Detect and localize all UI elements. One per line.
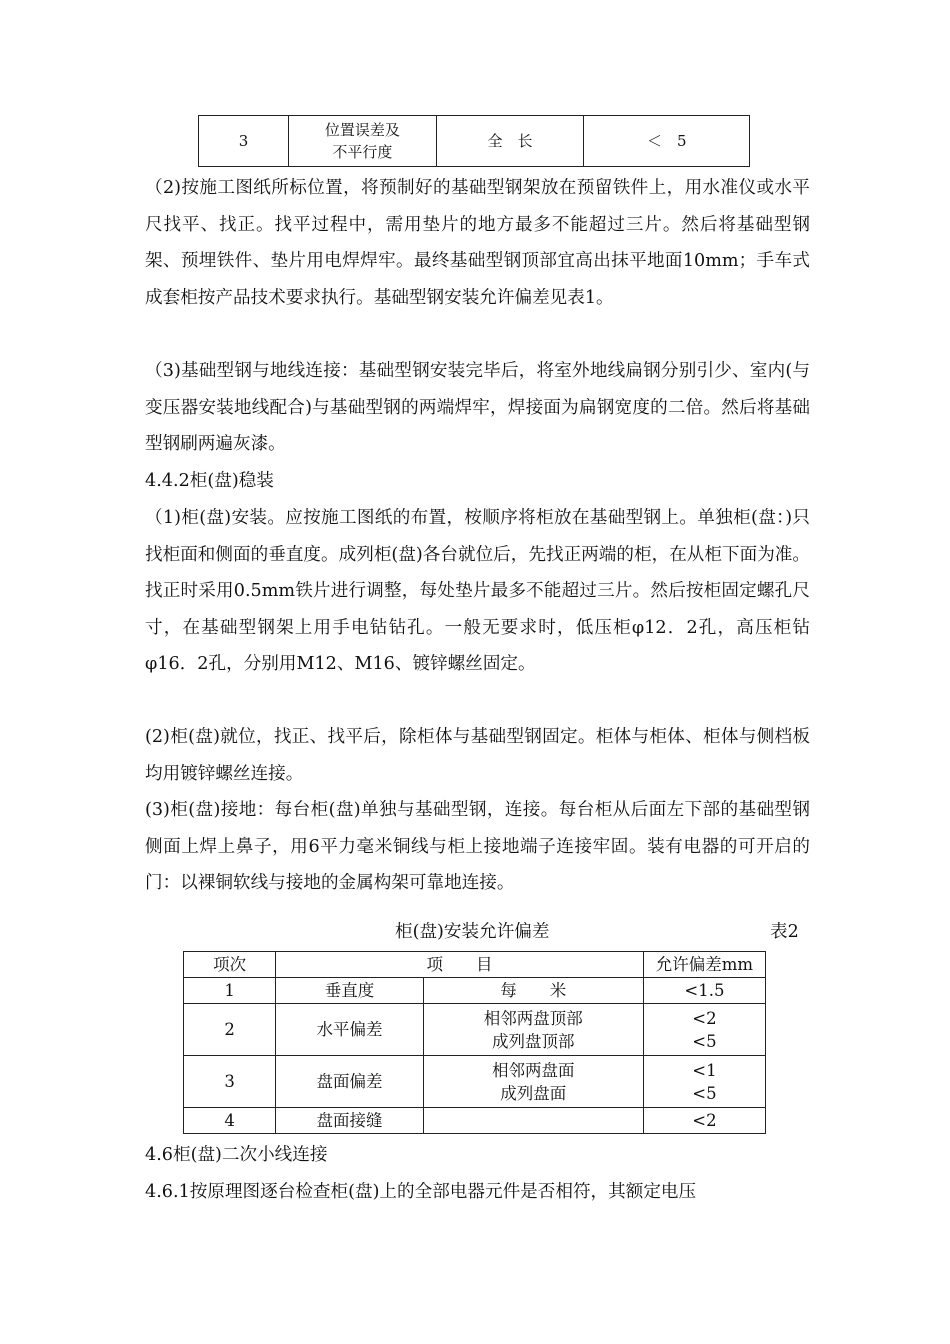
cell-index: 3 — [184, 1056, 276, 1108]
cell-sub — [423, 1108, 643, 1134]
paragraph: （3)基础型钢与地线连接：基础型钢安装完毕后，将室外地线扁钢分别引少、室内(与变压器安装地线配合)与基础型钢的两端焊牢，焊接面为扁钢宽度的二倍。然后将基础型钢刷两遍灰漆。 — [145, 361, 810, 454]
cell-item: 盘面偏差 — [276, 1056, 424, 1108]
paragraph: （2)按施工图纸所标位置，将预制好的基础型钢架放在预留铁件上，用水准仪或水平尺找平、找正。找平过程中，需用垫片的地方最多不能超过三片。然后将基础型钢架、预埋铁件、垫片用电焊焊牢。最终基础型钢顶部宜高出抹平地面10mm；手车式成套柜按产品技术要求执行。基础型钢安装允许偏差见表1。 — [145, 178, 810, 308]
cell-tol: <2 <5 — [643, 1004, 765, 1056]
paragraph: 4.6.1按原理图逐台检查柜(盘)上的全部电器元件是否相符，其额定电压 — [145, 1182, 697, 1202]
table-cell-scope: 全 长 — [436, 116, 584, 167]
cell-index: 4 — [184, 1108, 276, 1134]
tolerance-table-2 — [183, 951, 766, 1134]
header-item: 项 目 — [276, 952, 644, 978]
section-heading: 4.6柜(盘)二次小线连接 — [145, 1145, 328, 1165]
header-tolerance: 允许偏差mm — [643, 952, 765, 978]
table-row — [184, 1004, 766, 1056]
tolerance-table-1 — [198, 115, 750, 167]
header-index: 项次 — [184, 952, 276, 978]
table-caption: 柜(盘)安装允许偏差 — [395, 922, 550, 942]
table-header-row — [184, 952, 766, 978]
cell-item: 垂直度 — [276, 978, 424, 1004]
cell-tol: <2 — [643, 1108, 765, 1134]
cell-sub: 相邻两盘顶部 成列盘顶部 — [423, 1004, 643, 1056]
cell-item: 盘面接缝 — [276, 1108, 424, 1134]
table-row — [184, 978, 766, 1004]
cell-tol: <1 <5 — [643, 1056, 765, 1108]
cell-index: 2 — [184, 1004, 276, 1056]
table-cell-index: 3 — [199, 116, 289, 167]
section-heading: 4.4.2柜(盘)稳装 — [145, 471, 274, 491]
paragraph: (2)柜(盘)就位，找正、找平后，除柜体与基础型钢固定。柜体与柜体、柜体与侧档板均用镀锌螺丝连接。 — [145, 727, 810, 784]
table-cell-item: 位置误差及 不平行度 — [289, 116, 437, 167]
cell-index: 1 — [184, 978, 276, 1004]
table-row — [199, 116, 750, 167]
table-row — [184, 1056, 766, 1108]
paragraph: （1)柜(盘)安装。应按施工图纸的布置，桉顺序将柜放在基础型钢上。单独柜(盘：)只找柜面和侧面的垂直度。成列柜(盘)各台就位后，先找正两端的柜，在从柜下面为准。找正时采用0.5mm铁片进行调整，每处垫片最多不能超过三片。然后按柜固定螺孔尺寸，在基础型钢架上用手电钻钻孔。一般无要求时，低压柜φ12．2孔，高压柜钻φ16．2孔，分别用M12、M16、镀锌螺丝固定。 — [145, 508, 810, 674]
cell-item: 水平偏差 — [276, 1004, 424, 1056]
cell-tol: <1.5 — [643, 978, 765, 1004]
table-row — [184, 1108, 766, 1134]
table-cell-tolerance: ＜ 5 — [584, 116, 750, 167]
cell-sub: 每 米 — [423, 978, 643, 1004]
paragraph: (3)柜(盘)接地：每台柜(盘)单独与基础型钢，连接。每台柜从后面左下部的基础型钢侧面上焊上鼻子，用6平力毫米铜线与柜上接地端子连接牢固。装有电器的可开启的门：以裸铜软线与接地的金属构架可靠地连接。 — [145, 800, 810, 893]
cell-sub: 相邻两盘面 成列盘面 — [423, 1056, 643, 1108]
table-number: 表2 — [770, 922, 799, 942]
